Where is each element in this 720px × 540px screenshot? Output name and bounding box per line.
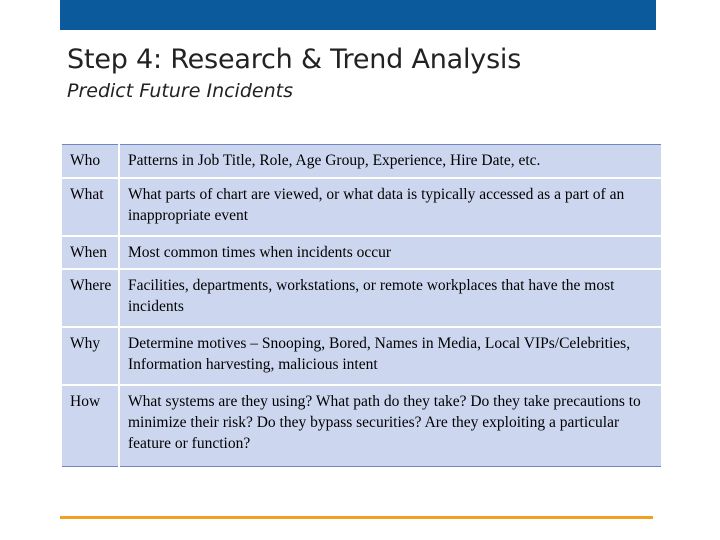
- table-row: [61, 269, 662, 327]
- row-label-who: Who: [61, 145, 119, 178]
- row-label-why: Why: [61, 327, 119, 385]
- table-row: [61, 327, 662, 385]
- table-row: [61, 236, 662, 269]
- row-text-where: Facilities, departments, workstations, or remote workplaces that have the most incidents: [119, 269, 662, 327]
- row-text-what: What parts of chart are viewed, or what data is typically accessed as a part of an inappropriate event: [119, 178, 662, 236]
- slide-title: Step 4: Research & Trend Analysis: [67, 44, 522, 75]
- row-label-what: What: [61, 178, 119, 236]
- analysis-table: [60, 144, 663, 467]
- row-text-when: Most common times when incidents occur: [119, 236, 662, 269]
- row-text-who: Patterns in Job Title, Role, Age Group, Experience, Hire Date, etc.: [119, 145, 662, 178]
- row-text-how: What systems are they using? What path do they take? Do they take precautions to minimize their risk? Do they bypass securities? Are they exploiting a particular feature or function?: [119, 385, 662, 467]
- table-row: [61, 178, 662, 236]
- bottom-accent-line: [60, 516, 653, 519]
- top-header-bar: [60, 0, 656, 30]
- row-text-why: Determine motives – Snooping, Bored, Names in Media, Local VIPs/Celebrities, Information harvesting, malicious intent: [119, 327, 662, 385]
- row-label-how: How: [61, 385, 119, 467]
- table-row: [61, 145, 662, 178]
- row-label-where: Where: [61, 269, 119, 327]
- row-label-when: When: [61, 236, 119, 269]
- table-row: [61, 385, 662, 467]
- slide-subtitle: Predict Future Incidents: [67, 80, 293, 102]
